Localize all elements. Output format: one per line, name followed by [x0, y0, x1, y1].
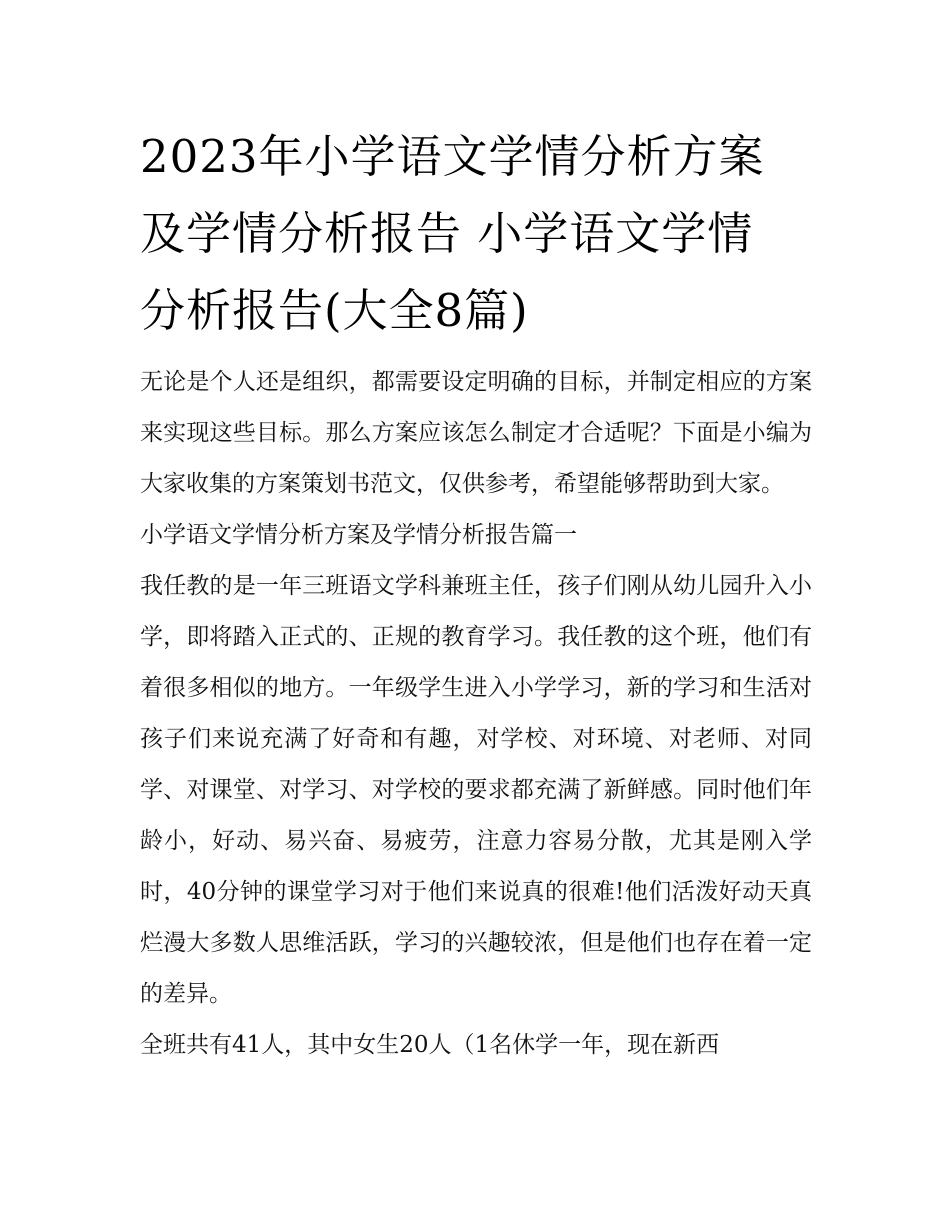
title-line-3: 分析报告(大全8篇) [140, 284, 529, 337]
document-title [140, 118, 812, 349]
intro-paragraph: 无论是个人还是组织，都需要设定明确的目标，并制定相应的方案来实现这些目标。那么方案应该怎么制定才合适呢？下面是小编为大家收集的方案策划书范文，仅供参考，希望能够帮助到大家。 [140, 369, 812, 497]
title-line-2: 及学情分析报告 小学语文学情 [140, 207, 754, 260]
body-paragraph-continued: 全班共有41人，其中女生20人（1名休学一年，现在新西 [140, 1032, 720, 1058]
section-heading: 小学语文学情分析方案及学情分析报告篇一 [140, 522, 577, 548]
title-line-1: 2023年小学语文学情分析方案 [140, 130, 765, 183]
body-paragraph: 我任教的是一年三班语文学科兼班主任，孩子们刚从幼儿园升入小学，即将踏入正式的、正规的教育学习。我任教的这个班，他们有着很多相似的地方。一年级学生进入小学学习，新的学习和生活对孩子们来说充满了好奇和有趣，对学校、对环境、对老师、对同学、对课堂、对学习、对学校的要求都充满了新鲜感。同时他们年龄小，好动、易兴奋、易疲劳，注意力容易分散，尤其是刚入学时，40分钟的课堂学习对于他们来说真的很难!他们活泼好动天真烂漫大多数人思维活跃，学习的兴趣较浓，但是他们也存在着一定的差异。 [140, 573, 812, 1007]
document-body [140, 118, 812, 1071]
